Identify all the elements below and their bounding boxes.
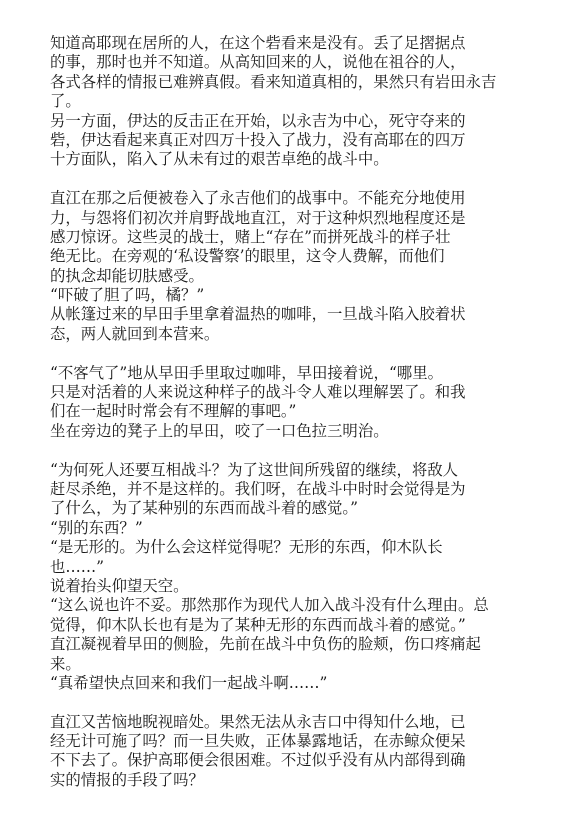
text-line: 实的情报的手段了吗？ [50,770,204,789]
paragraph [50,305,540,344]
text-line: 坐在旁边的凳子上的早田，咬了一口色拉三明治。 [50,421,389,440]
paragraph [50,34,540,112]
text-line: 的执念却能切肤感受。 [50,266,204,285]
text-line: 了什么，为了某种别的东西而战斗着的感觉。” [50,499,358,518]
text-line: 也……” [50,557,105,576]
text-line: 直江凝视着早田的侧脸，先前在战斗中负伤的脸颊，伤口疼痛起 [50,635,481,654]
text-line: “是无形的。为什么会这样觉得呢？无形的东西，仰木队长 [50,538,443,557]
text-line: “不客气了”地从早田手里取过咖啡，早田接着说，“哪里。 [50,363,443,382]
paragraph [50,596,540,635]
text-line: 赶尽杀绝，并不是这样的。我们呀，在战斗中时时会觉得是为 [50,479,466,498]
text-line: 觉得，仰木队长也有是为了某种无形的东西而战斗着的感觉。” [50,615,466,634]
text-line: 说着抬头仰望天空。 [50,576,189,595]
document-page [50,34,540,790]
paragraph [50,538,540,577]
text-line: 不下去了。保护高耶便会很困难。不过似乎没有从内部得到确 [50,751,466,770]
text-line: 直江在那之后便被卷入了永吉他们的战事中。不能充分地使用 [50,189,466,208]
paragraph [50,674,540,693]
paragraph-gap [50,344,540,363]
text-line: “别的东西？” [50,518,143,537]
text-line: 砦，伊达看起来真正对四万十投入了战力，没有高耶在的四万 [50,130,466,149]
text-line: 直江又苦恼地睨视暗处。果然无法从永吉口中得知什么地，已 [50,712,466,731]
text-line: 从帐篷过来的早田手里拿着温热的咖啡，一旦战斗陷入胶着状 [50,305,466,324]
paragraph [50,112,540,170]
text-line: 另一方面，伊达的反击正在开始，以永吉为中心，死守夺来的 [50,111,466,130]
text-line: 经无计可施了吗？而一旦失败，正体暴露地话，在赤鲸众便呆 [50,732,466,751]
text-line: 态，两人就回到本营来。 [50,324,220,343]
paragraph-gap [50,170,540,189]
text-line: 各式各样的情报已难辨真假。看来知道真相的，果然只有岩田永吉 [50,72,497,91]
paragraph [50,364,540,422]
text-line: 了。 [50,92,81,111]
text-line: 知道高耶现在居所的人，在这个砦看来是没有。丢了足摺据点 [50,34,466,52]
paragraph [50,713,540,791]
text-line: 绝无比。在旁观的‘私设警察’的眼里，这令人费解，而他们 [50,247,445,266]
text-line: 来。 [50,654,81,673]
text-line: 感刀惊讶。这些灵的战士，赌上“存在”而拼死战斗的样子壮 [50,227,451,246]
text-line: “真希望快点回来和我们一起战斗啊……” [50,673,328,692]
paragraph [50,189,540,286]
text-line: 们在一起时时常会有不理解的事吧。” [50,402,297,421]
text-line: “吓破了胆了吗，橘？” [50,286,205,305]
paragraph [50,422,540,441]
paragraph-gap [50,441,540,460]
paragraph [50,577,540,596]
text-line: “这么说也许不妥。那然那作为现代人加入战斗没有什么理由。总 [50,596,489,615]
text-line: “为何死人还要互相战斗？为了这世间所残留的继续，将敌人 [50,460,459,479]
text-line: 的事，那时也并不知道。从高知回来的人，说他在祖谷的人， [50,53,466,72]
paragraph-gap [50,693,540,712]
paragraph [50,519,540,538]
text-line: 十方面队，陷入了从未有过的艰苦卓绝的战斗中。 [50,150,389,169]
text-line: 力，与怨将们初次并肩野战地直江，对于这种炽烈地程度还是 [50,208,466,227]
text-line: 只是对活着的人来说这种样子的战斗令人难以理解罢了。和我 [50,383,466,402]
paragraph [50,286,540,305]
paragraph [50,635,540,674]
paragraph [50,461,540,519]
